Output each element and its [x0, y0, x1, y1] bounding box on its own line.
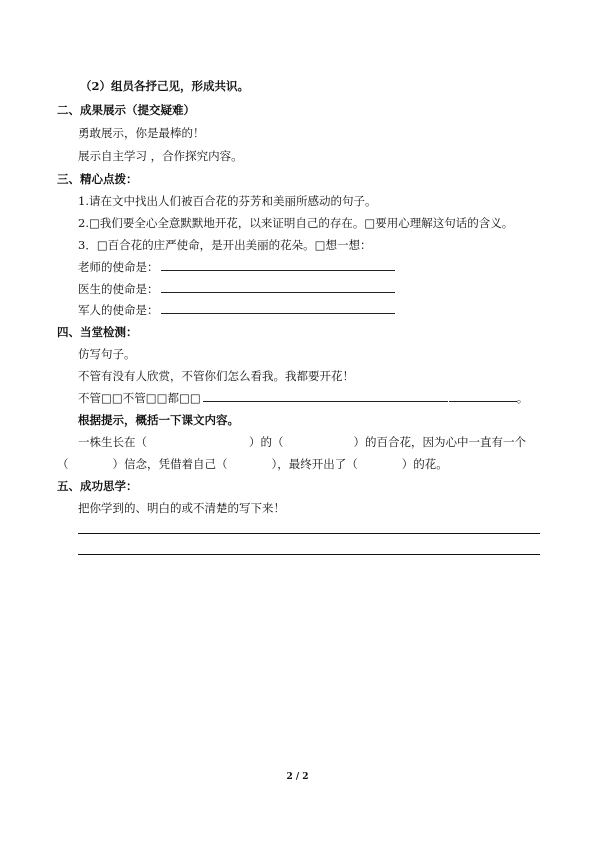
answer-line-2[interactable] [78, 554, 540, 555]
imitate-sentence-end: 。 [516, 391, 529, 405]
question-1: 1.请在文中找出人们被百合花的芬芳和美丽所感动的句子。 [78, 194, 377, 208]
summary-line-2 [57, 456, 448, 472]
answer-line-1[interactable] [78, 533, 540, 534]
teacher-mission-row [78, 259, 395, 275]
imitate-sentence-prompt: 不管□□不管□□都□□ [78, 391, 201, 405]
question-2: 2.□我们要全心全意默默地开花，以来证明自己的存在。□要用心理解这句话的含义。 [78, 216, 514, 230]
imitate-sentence-blank-2[interactable] [449, 390, 517, 402]
teacher-mission-label: 老师的使命是： [78, 260, 159, 274]
summary-text-b: ）的（ [249, 435, 284, 449]
reflection-instruction: 把你学到的、明白的或不清楚的写下来！ [78, 501, 285, 515]
section-3-heading: 三、精心点拨： [57, 172, 138, 186]
show-content-text: 展示自主学习 ，合作探究内容。 [78, 149, 243, 163]
summary-text-e: ）信念，凭借着自己（ [112, 457, 228, 471]
imitate-sentence-row [78, 390, 528, 406]
soldier-mission-label: 军人的使命是： [78, 303, 159, 317]
doctor-mission-blank[interactable] [161, 281, 395, 293]
question-3: 3．□百合花的庄严使命，是开出美丽的花朵。□想一想： [78, 238, 372, 252]
soldier-mission-blank[interactable] [161, 302, 395, 314]
section-5-heading: 五、成功思学： [57, 479, 138, 493]
doctor-mission-label: 医生的使命是： [78, 282, 159, 296]
summary-text-a: 一株生长在（ [78, 435, 147, 449]
summary-line-1 [78, 434, 526, 450]
summary-text-f: ），最终开出了（ [271, 457, 358, 471]
discussion-step-2: （2）组员各抒己见，形成共识。 [80, 79, 249, 93]
imitate-sentence-blank-1[interactable] [203, 390, 448, 402]
summary-text-c: ）的百合花，因为心中一直有一个 [353, 435, 526, 449]
summary-instruction: 根据提示，概括一下课文内容。 [78, 413, 239, 427]
doctor-mission-row [78, 281, 395, 297]
imitate-instruction: 仿写句子。 [78, 347, 136, 361]
soldier-mission-row [78, 302, 395, 318]
section-2-heading: 二、成果展示（提交疑难） [57, 103, 195, 117]
section-4-heading: 四、当堂检测： [57, 325, 138, 339]
encouragement-text: 勇敢展示，你是最棒的！ [78, 126, 205, 140]
summary-text-d: （ [57, 457, 69, 471]
model-sentence: 不管有没有人欣赏，不管你们怎么看我。我都要开花！ [78, 369, 354, 383]
summary-text-g: ）的花。 [401, 457, 448, 471]
page-number: 2 / 2 [286, 772, 309, 782]
teacher-mission-blank[interactable] [161, 259, 395, 271]
